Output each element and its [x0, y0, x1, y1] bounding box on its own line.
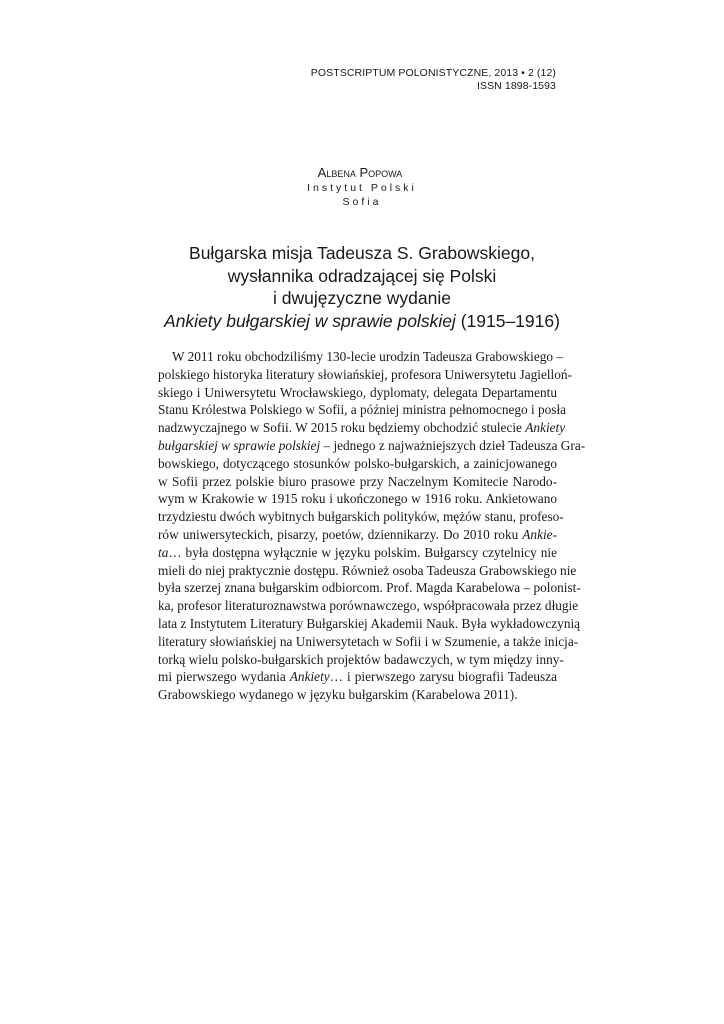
body-italic: Ankiety [289, 669, 330, 685]
body-line: skiego i Uniwersytetu Wrocławskiego, dyplomaty, delegata Departamentu [158, 384, 557, 400]
author-name: Albena Popowa [317, 165, 403, 180]
title-italic-part: Ankiety bułgarskiej w sprawie polskiej [164, 310, 456, 331]
body-line: lata z Instytutem Literatury Bułgarskiej Akademii Nauk. Była wykładowczynią [158, 615, 581, 631]
affiliation-city: Sofia [342, 196, 382, 208]
body-line: trzydziestu dwóch wybitnych bułgarskich polityków, mężów stanu, profeso- [158, 509, 564, 525]
body-line: mieli do niej praktycznie dostępu. Również osoba Tadeusza Grabowskiego nie [158, 562, 577, 578]
body-line: bowskiego, dotyczącego stosunków polsko-bułgarskich, a zainicjowanego [158, 455, 557, 471]
journal-header [311, 67, 556, 93]
body-line: Stanu Królestwa Polskiego w Sofii, a później ministra pełnomocnego i posła [158, 402, 567, 418]
body-line: wym w Krakowie w 1915 roku i ukończonego w 1916 roku. Ankietowano [158, 491, 557, 507]
body-line: literatury słowiańskiej na Uniwersytetach w Sofii i w Szumenie, a także inicja- [158, 633, 579, 649]
body-italic: Ankie- [522, 526, 557, 542]
body-line [158, 419, 566, 437]
body-text: rów uniwersyteckich, pisarzy, poetów, dziennikarzy. Do 2010 roku [158, 526, 523, 542]
body-line [158, 668, 557, 686]
body-line: Grabowskiego wydanego w języku bułgarskim (Karabelowa 2011). [158, 687, 518, 703]
title-line-2: wysłannika odradzającej się Polski [227, 265, 497, 286]
title-line-3: i dwujęzyczne wydanie [272, 288, 451, 308]
body-italic: bułgarskiej w sprawie polskiej [158, 437, 321, 453]
body-paragraph [158, 348, 586, 704]
body-text: … była dostępna wyłącznie w języku polskim. Bułgarscy czytelnicy nie [168, 544, 557, 560]
body-line [158, 544, 557, 562]
body-text: – jednego z najważniejszych dzieł Tadeusza Gra- [320, 437, 586, 453]
body-line [158, 437, 586, 455]
body-text: nadzwyczajnego w Sofii. W 2015 roku będziemy obchodzić stulecie [158, 420, 526, 436]
body-line [158, 526, 557, 544]
body-text: … i pierwszego zarysu biografii Tadeusza [329, 669, 557, 685]
title-line-4 [0, 310, 724, 333]
body-line: w Sofii przez polskie biuro prasowe przy Naczelnym Komitecie Narodo- [158, 473, 557, 489]
body-italic: ta [158, 544, 169, 560]
body-italic: Ankiety [525, 420, 566, 436]
issn-line: ISSN 1898-1593 [476, 80, 556, 92]
author-block [0, 165, 724, 209]
title-line-1: Bułgarska misja Tadeusza S. Grabowskiego, [189, 243, 535, 263]
affiliation-institute: Instytut Polski [307, 182, 417, 194]
body-line: W 2011 roku obchodziliśmy 130-lecie urodzin Tadeusza Grabowskiego – [172, 349, 563, 364]
body-line: ka, profesor literaturoznawstwa porównawczego, współpracowała przez długie [158, 598, 579, 614]
body-line: była szerzej znana bułgarskim odbiorcom. Prof. Magda Karabelowa – polonist- [158, 580, 581, 596]
article-title [0, 242, 724, 332]
journal-line: POSTSCRIPTUM POLONISTYCZNE, 2013 • 2 (12) [310, 67, 556, 79]
body-line: torką wielu polsko-bułgarskich projektów badawczych, w tym między inny- [158, 651, 564, 667]
body-text: mi pierwszego wydania [158, 669, 290, 685]
body-line: polskiego historyka literatury słowiańskiej, profesora Uniwersytetu Jagielloń- [158, 366, 572, 382]
title-years: (1915–1916) [455, 310, 560, 331]
